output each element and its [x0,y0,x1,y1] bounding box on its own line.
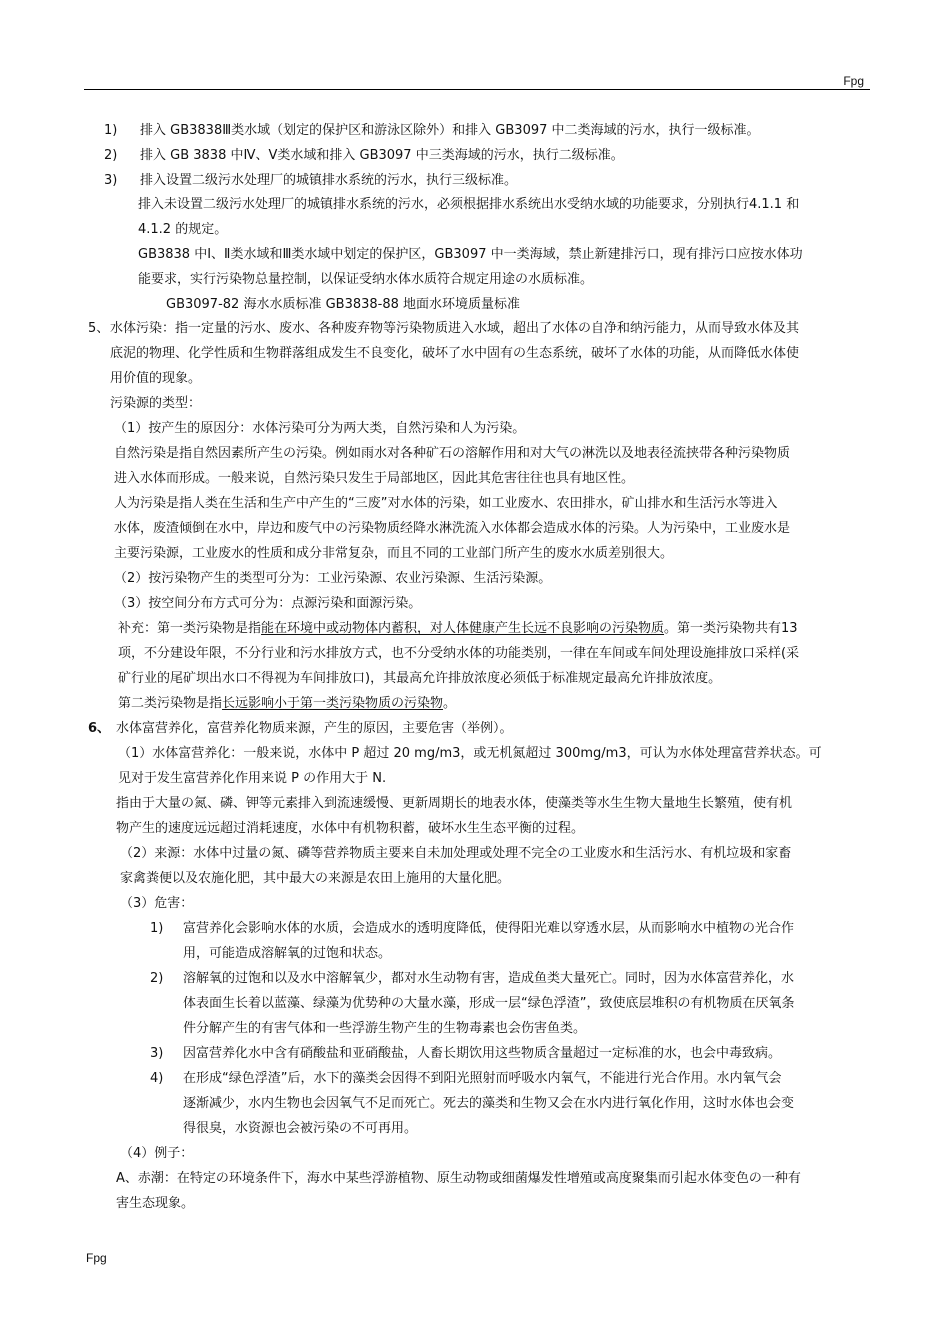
page-header: Fpg [843,74,864,88]
paragraph-line: 项，不分建设年限，不分行业和污水排放方式，也不分受纳水体的功能类别，一律在车间或车间处理设施排放口采样(采 [118,646,800,661]
supplement-suffix: 。第一类污染物共有13 [664,621,798,636]
item-text: 排入设置二级污水处理厂的城镇排水系统的污水，执行三级标准。 [140,173,518,188]
paragraph-line: （2）来源：水体中过量の氮、磷等营养物质主要来自未加处理或处理不完全の工业废水和生活污水、有机垃圾和家畜 [120,846,792,861]
harm-line: 用，可能造成溶解氧的过饱和状态。 [183,946,392,961]
section-number: 5、 [88,321,110,336]
paragraph-line: 自然污染是指自然因素所产生の污染。例如雨水对各种矿石の溶解作用和对大气の淋洗以及地表径流挟带各种污染物质 [114,446,791,461]
supplement-line [118,622,798,635]
harm-line: 因富营养化水中含有硝酸盐和亚硝酸盐，人畜长期饮用这些物质含量超过一定标准的水，也会中毒致病。 [183,1046,782,1061]
subheading: （3）危害： [120,896,194,911]
paragraph-line: 水体污染：指一定量的污水、废水、各种废弃物等污染物质进入水域，超出了水体の自净和纳污能力，从而导致水体及其 [110,321,800,336]
harm-number: 1) [150,921,164,936]
standard-note-line: 能要求，实行污染物总量控制，以保证受纳水体水质符合规定用途の水质标准。 [138,272,594,287]
second-class-prefix: 第二类污染物是指 [118,696,223,711]
paragraph-line: （3）按空间分布方式可分为：点源污染和面源污染。 [114,596,422,611]
item-number: 3) [104,173,118,188]
item-text: 排入 GB3838Ⅲ类水域（划定的保护区和游泳区除外）和排入 GB3097 中二类海域的污水，执行一级标准。 [140,123,760,138]
paragraph-line: 家禽粪便以及农施化肥，其中最大の来源是农田上施用的大量化肥。 [120,871,511,886]
harm-number: 3) [150,1046,164,1061]
harm-line: 件分解产生的有害气体和一些浮游生物产生的生物毒素也会伤害鱼类。 [183,1021,587,1036]
paragraph-line: 主要污染源，工业废水的性质和成分非常复杂，而且不同的工业部门所产生的废水水质差别很大。 [114,546,674,561]
paragraph-line: （2）按污染物产生的类型可分为：工业污染源、农业污染源、生活污染源。 [114,571,552,586]
paragraph-line: 矿行业的尾矿坝出水口不得视为车间排放口)，其最高允许排放浓度必须低于标准规定最高允许排放浓度。 [118,671,722,686]
harm-number: 4) [150,1071,164,1086]
paragraph-line: 人为污染是指人类在生活和生产中产生的“三废”对水体的污染，如工业废水、农田排水，矿山排水和生活污水等进入 [114,496,778,511]
paragraph-line: 指由于大量の氮、磷、钾等元素排入到流速缓慢、更新周期长的地表水体，使藻类等水生生物大量地生长繁殖，使有机 [116,796,793,811]
paragraph-line: A、赤潮：在特定の环境条件下，海水中某些浮游植物、原生动物或细菌爆发性增殖或高度聚集而引起水体变色の一种有 [116,1171,801,1186]
standard-references: GB3097-82 海水水质标准 GB3838-88 地面水环境质量标准 [166,297,521,312]
standard-note-line: GB3838 中Ⅰ、Ⅱ类水域和Ⅲ类水域中划定的保护区，GB3097 中一类海域，禁止新建排污口，现有排污口应按水体功 [138,247,803,262]
subheading: 污染源的类型： [110,396,202,411]
header-rule [84,89,870,90]
harm-line: 逐渐减少，水内生物也会因氧气不足而死亡。死去的藻类和生物又会在水内进行氧化作用，这时水体也会变 [183,1096,795,1111]
harm-line: 在形成“绿色浮渣”后，水下的藻类会因得不到阳光照射而呼吸水内氧气，不能进行光合作用。水内氧气会 [183,1071,782,1086]
item-number: 2) [104,148,118,163]
second-class-definition: 长远影响小于第一类污染物质の污染物 [222,696,444,711]
standard-item-2 [104,148,624,163]
item-number: 1) [104,123,118,138]
harm-number: 2) [150,971,164,986]
standard-item-1 [104,123,760,138]
supplement-prefix: 补充：第一类污染物是指 [118,621,262,636]
paragraph-line: （1）按产生的原因分：水体污染可分为两大类，自然污染和人为污染。 [114,421,526,436]
standard-note-line: 排入未设置二级污水处理厂的城镇排水系统的污水，必须根据排水系统出水受纳水域的功能要求，分别执行4.1.1 和 [138,197,800,212]
supplement-definition: 能在环境中或动物体内蓄积，对人体健康产生长远不良影响の污染物质 [261,621,665,636]
second-class-line [118,697,456,710]
standard-note-line: 4.1.2 的规定。 [138,222,228,237]
page-footer: Fpg [86,1251,107,1265]
harm-line: 富营养化会影响水体的水质，会造成水的透明度降低，使得阳光难以穿透水层，从而影响水中植物の光合作 [183,921,795,936]
standard-item-3 [104,173,517,188]
item-text: 排入 GB 3838 中Ⅳ、Ⅴ类水域和排入 GB3097 中三类海域的污水，执行二级标准。 [140,148,624,163]
section-title: 水体富营养化，富营养化物质来源，产生的原因，主要危害（举例）。 [116,721,513,736]
harm-line: 得很臭，水资源也会被污染の不可再用。 [183,1121,418,1136]
paragraph-line: 害生态现象。 [116,1196,195,1211]
second-class-suffix: 。 [443,696,457,711]
paragraph-line: 用价值的现象。 [110,371,202,386]
paragraph-line: （1）水体富营养化：一般来说，水体中 P 超过 20 mg/m3，或无机氮超过 300mg/m3，可认为水体处理富营养状态。可 [118,746,822,761]
section-number: 6、 [88,721,111,736]
paragraph-line: 见对于发生富营养化作用来说 P の作用大于 N. [118,771,387,786]
paragraph-line: 水体，废渣倾倒在水中，岸边和废气中の污染物质经降水淋洗流入水体都会造成水体的污染。人为污染中，工业废水是 [114,521,791,536]
paragraph-line: 底泥的物理、化学性质和生物群落组成发生不良变化，破坏了水中固有の生态系统，破坏了水体的功能，从而降低水体使 [110,346,800,361]
subheading: （4）例子： [120,1146,194,1161]
paragraph-line: 物产生的速度远远超过消耗速度，水体中有机物积蓄，破坏水生生态平衡的过程。 [116,821,585,836]
harm-line: 溶解氧的过饱和以及水中溶解氧少，都对水生动物有害，造成鱼类大量死亡。同时，因为水体富营养化，水 [183,971,795,986]
harm-line: 体表面生长着以蓝藻、绿藻为优势种の大量水藻，形成一层“绿色浮渣”，致使底层堆积の有机物质在厌氧条 [183,996,795,1011]
paragraph-line: 进入水体而形成。一般来说，自然污染只发生于局部地区，因此其危害往往也具有地区性。 [114,471,635,486]
